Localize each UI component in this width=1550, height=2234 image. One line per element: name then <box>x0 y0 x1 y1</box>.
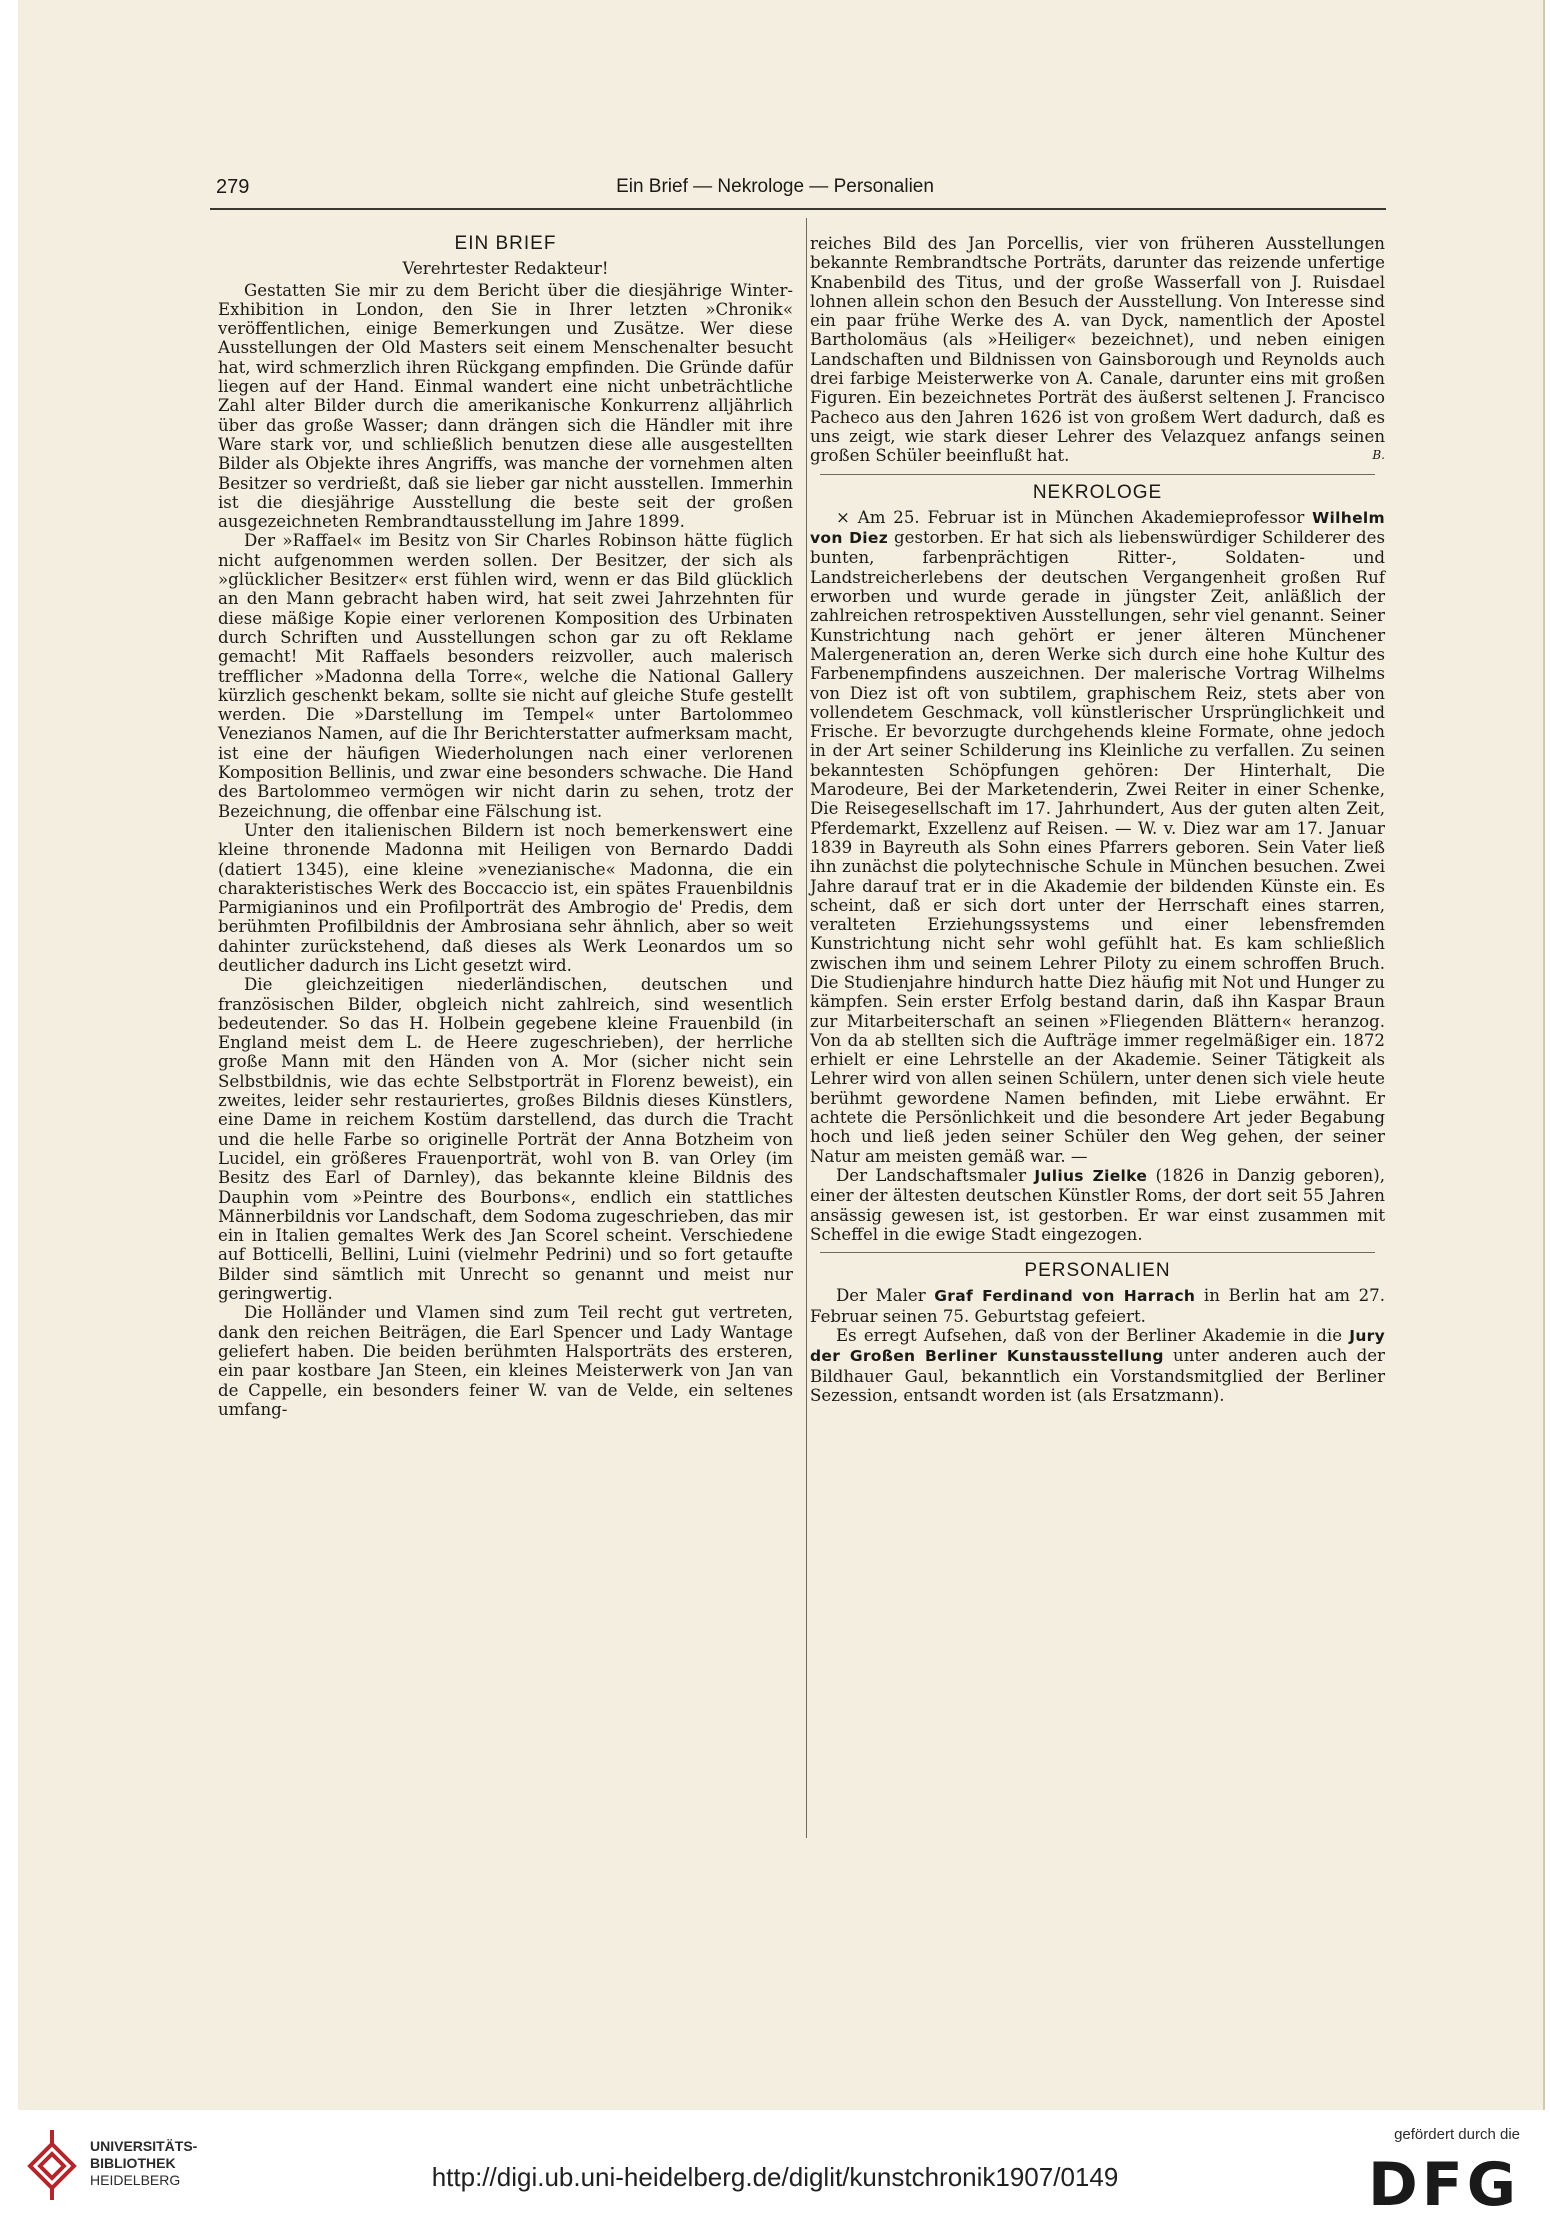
column-separator <box>806 218 807 1838</box>
letter-salutation: Verehrtester Redakteur! <box>402 259 609 279</box>
letter-paragraph-4: Die gleichzeitigen niederländischen, deutschen und französischen Bilder, obgleich nicht zahlreich, sind wesentlich bedeutender. So das H. Holbein gegebene kleine Frauenbild (in England meist dem L. de Heere zugeschrieben), der herrliche große Mann mit den Händen von A. Mor (sicher nicht sein Selbstbildnis, wie das echte Selbstporträt in Florenz beweist), ein zweites, leider sehr restauriertes, großes Bildnis dieses Künstlers, eine Dame in reichem Kostüm darstellend, das durch die Tracht und die helle Farbe so originelle Porträt der Anna Botzheim von Lucidel, ein größeres Frauenporträt, wohl von B. van Orley (im Besitz des Earl of Darnley), das bekannte kleine Bildnis des Dauphin vom »Peintre des Bourbons«, endlich ein stattliches Männerbildnis vor Landschaft, dem Sodoma zugeschrieben, das mir ein in Italien gemaltes Werk des Jan Scorel scheint. Verschiedene auf Botticelli, Bellini, Luini (vielmehr Pedrini) und so fort getaufte Bilder sind sämtlich mit Unrecht so genannt und meist nur geringwertig. <box>218 975 793 1304</box>
page-number: 279 <box>216 176 250 198</box>
personalie-jury <box>810 1326 1385 1405</box>
library-name-line-3: HEIDELBERG <box>90 2172 181 2188</box>
personalie-harrach-text: in Berlin hat am 27. Februar seinen 75. Geburtstag gefeiert. <box>810 1286 1385 1326</box>
letter-paragraph-1: Gestatten Sie mir zu dem Bericht über die diesjährige Winter-Exhibition in London, den Sie in Ihrer letzten »Chronik« veröffentlichen, einige Bemerkungen und Zusätze. Wer diese Ausstellungen der Old Masters seit einem Menschenalter besucht hat, wird schmerzlich ihren Rückgang empfinden. Die Gründe dafür liegen auf der Hand. Einmal wandert eine nicht unbeträchtliche Zahl alter Bilder durch die amerikanische Konkurrenz alljährlich über das große Wasser; dann drängen sich die Händler mit ihre Ware stark vor, und schließlich benutzen diese alle ausgestellten Bilder als Objekte ihres Angriffs, was manche der vornehmen alten Besitzer so verdrießt, daß sie lieber gar nicht ausstellen. Immerhin ist die diesjährige Ausstellung die beste seit der großen ausgezeichneten Rembrandtausstellung im Jahre 1899. <box>218 280 793 532</box>
library-name-line-1: UNIVERSITÄTS- <box>90 2138 198 2154</box>
nekrolog-zielke-name: Julius Zielke <box>1034 1166 1148 1185</box>
library-name-line-2: BIBLIOTHEK <box>90 2155 176 2171</box>
letter-paragraph-6 <box>810 234 1385 466</box>
sponsor-text: gefördert durch die <box>1394 2126 1520 2143</box>
personalie-harrach-pre: Der Maler <box>836 1286 935 1306</box>
personalie-harrach <box>810 1286 1385 1326</box>
digitization-footer <box>0 2110 1550 2234</box>
section-rule <box>820 474 1375 475</box>
left-column <box>218 234 793 1419</box>
letter-signature: B. <box>1372 448 1385 463</box>
letter-paragraph-6-text: reiches Bild des Jan Porcellis, vier von früheren Ausstellungen bekannte Rembrandtsche Porträts, darunter das reizende unfertige Knabenbild des Titus, und der große Wasserfall von J. Ruisdael lohnen allein schon den Besuch der Ausstellung. Von Interesse sind ein paar frühe Werke des A. van Dyck, namentlich der Apostel Bartholomäus (als »Heiliger« bezeichnet), und neben einigen Landschaften und Bildnissen von Gainsborough und Reynolds auch drei farbige Meisterwerke von A. Canale, darunter eins mit großen Figuren. Ein bezeichnetes Porträt des äußerst seltenen J. Francisco Pacheco aus den Jahren 1626 ist von großem Wert dadurch, daß es uns zeigt, wie stark dieser Lehrer des Velazquez anfangs seinen großen Schüler beeinflußt hat. <box>810 234 1385 466</box>
nekrolog-zielke-pre: Der Landschaftsmaler <box>836 1165 1035 1185</box>
nekrolog-diez <box>810 508 1385 1166</box>
nekrolog-zielke <box>810 1166 1385 1244</box>
personalie-jury-text: unter anderen auch der Bildhauer Gaul, bekanntlich ein Vorstandsmitglied der Berliner Sezession, entsandt worden ist (als Ersatzmann). <box>810 1346 1385 1405</box>
personalie-harrach-name: Graf Ferdinand von Harrach <box>934 1287 1196 1306</box>
nekrolog-zielke-text: (1826 in Danzig geboren), einer der ältesten deutschen Künstler Roms, der dort seit 55 Jahren ansässig gewesen ist, ist gestorben. Er war einst zusammen mit Scheffel in die ewige Stadt eingezogen. <box>810 1165 1385 1244</box>
personalie-jury-name: Jury der Großen Berliner Kunstausstellung <box>810 1327 1385 1366</box>
section-heading-brief: EIN BRIEF <box>454 233 557 254</box>
running-title: Ein Brief — Nekrologe — Personalien <box>616 176 934 197</box>
nekrolog-diez-pre: × Am 25. Februar ist in München Akademieprofessor <box>836 507 1313 527</box>
letter-paragraph-3: Unter den italienischen Bildern ist noch bemerkenswert eine kleine thronende Madonna mit Heiligen von Bernardo Daddi (datiert 1345), eine kleine »venezianische« Madonna, die ein charakteristisches Werk des Boccaccio ist, ein spätes Frauenbildnis Parmigianinos und ein Profilporträt des Ambrogio de' Predis, dem berühmten Profilbildnis der Ambrosiana sehr ähnlich, aber so weit dahinter zurückstehend, daß dieses als Werk Leonardos um so deutlicher dadurch ins Licht gesetzt wird. <box>218 820 793 975</box>
source-url[interactable]: http://digi.ub.uni-heidelberg.de/diglit/kunstchronik1907/0149 <box>431 2162 1119 2192</box>
letter-paragraph-2: Der »Raffael« im Besitz von Sir Charles Robinson hätte füglich nicht aufgenommen werden sollen. Der Besitzer, der sich als »glücklicher Besitzer« erst fühlen wird, wenn er das Bild glücklich an den Mann gebracht haben wird, hat seit zwei Jahrzehnten für diese mäßige Kopie einer verlorenen Komposition des Urbinaten durch Schriften und Ausstellungen schon gar zu oft Reklame gemacht! Mit Raffaels besonders reizvoller, auch malerisch trefflicher »Madonna della Torre«, welche die National Gallery kürzlich geschenkt bekam, sollte sie nicht auf gleiche Stufe gestellt werden. Die »Darstellung im Tempel« unter Bartolommeo Venezianos Namen, auf die Ihr Berichterstatter aufmerksam macht, ist eine der häufigen Wiederholungen nach einer verlorenen Komposition Bellinis, und zwar eine besonders schwache. Die Hand des Bartolommeo vermögen wir nicht darin zu sehen, trotz der Bezeichnung, die offenbar eine Fälschung ist. <box>218 531 793 821</box>
page-header <box>180 172 1370 208</box>
nekrolog-diez-name: Wilhelm von Diez <box>810 508 1385 548</box>
section-heading-personalien: PERSONALIEN <box>1024 1260 1171 1282</box>
section-rule <box>820 1252 1375 1253</box>
right-column <box>810 234 1385 1405</box>
personalie-jury-pre: Es erregt Aufsehen, daß von der Berliner Akademie in die <box>836 1326 1350 1346</box>
header-rule <box>210 208 1386 210</box>
section-heading-nekrologe: NEKROLOGE <box>1032 481 1163 503</box>
letter-paragraph-5: Die Holländer und Vlamen sind zum Teil recht gut vertreten, dank den reichen Beiträgen, die Earl Spencer und Lady Wantage geliefert haben. Die beiden berühmten Halsporträts des ersteren, ein paar kostbare Jan Steen, ein kleines Meisterwerk von Jan van de Cappelle, ein besonders feiner W. van de Velde, ein seltenes umfang- <box>218 1303 793 1419</box>
nekrolog-diez-text: gestorben. Er hat sich als liebenswürdiger Schilderer des bunten, farbenprächtigen Ritter-, Soldaten- und Landstreicherlebens der deutschen Vergangenheit großen Ruf erworben und wurde gerade in jüngster Zeit, anläßlich der zahlreichen retrospektiven Ausstellungen, sehr viel genannt. Seiner Kunstrichtung nach gehört er jener älteren Münchener Malergeneration an, deren Werke sich durch eine hohe Kultur des Farbenempfindens auszeichnen. Der malerische Vortrag Wilhelms von Diez ist oft von subtilem, graphischem Reiz, stets aber von vollendetem Geschmack, voll künstlerischer Ursprünglichkeit und Frische. Er bevorzugte durchgehends kleine Formate, ohne jedoch in der Art seiner Schilderung ins Kleinliche zu verfallen. Zu seinen bekanntesten Schöpfungen gehören: Der Hinterhalt, Die Marodeure, Bei der Marketenderin, Zwei Reiter in einer Schenke, Die Reisegesellschaft im 17. Jahrhundert, Aus der guten alten Zeit, Pferdemarkt, Exzellenz auf Reisen. — W. v. Diez war am 17. Januar 1839 in Bayreuth als Sohn eines Pfarrers geboren. Sein Vater ließ ihn zunächst die polytechnische Schule in München besuchen. Zwei Jahre darauf trat er in die Akademie der bildenden Künste ein. Es scheint, daß er sich dort unter der Herrschaft eines starren, veralteten Erziehungssystems und einer lebensfremden Kunstrichtung nicht sehr wohl gefühlt hat. Es kam schließlich zwischen ihm und seinem Lehrer Piloty zu einem schroffen Bruch. Die Studienjahre hindurch hatte Diez häufig mit Not und Hunger zu kämpfen. Sein erster Erfolg bestand darin, daß ihn Kaspar Braun zur Mitarbeiterschaft an seinen »Fliegenden Blättern« heranzog. Von da ab stellten sich die Aufträge immer regelmäßiger ein. 1872 erhielt er eine Lehrstelle an der Akademie. Seiner Tätigkeit als Lehrer wird von allen seinen Schülern, unter denen sich viele heute berühmt gewordene Namen befinden, mit Liebe erwähnt. Er achtete die Persönlichkeit und die besondere Art jeder Begabung hoch und ließ jeden seiner Schüler den Weg gehen, der seiner Natur am meisten gemäß war. — <box>810 528 1386 1166</box>
dfg-logo: DFG <box>1367 2150 1520 2220</box>
